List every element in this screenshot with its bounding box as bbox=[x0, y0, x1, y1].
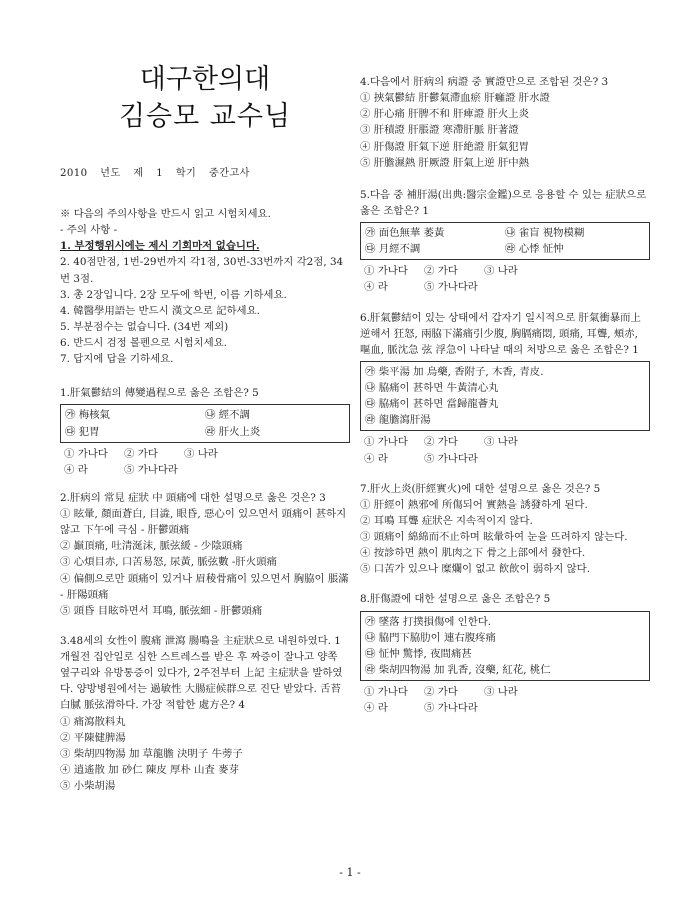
university-title: 대구한의대 bbox=[139, 64, 271, 95]
answer-option: ④ 라 bbox=[364, 452, 388, 465]
answer-options bbox=[360, 263, 650, 295]
choice-item: ㉱ 柴胡四物湯 加 乳香, 沒藥, 紅花, 桃仁 bbox=[365, 663, 551, 676]
answer-option: ④ 偏側으로만 頭痛이 있거나 眉稜骨痛이 있으면서 胸脇이 脹滿 - 肝陽頭痛 bbox=[60, 572, 349, 601]
answer-options bbox=[360, 434, 650, 466]
choice-item: ㉱ 肝火上炎 bbox=[205, 425, 261, 438]
answer-option: ③ 나라 bbox=[484, 436, 518, 449]
question-6 bbox=[360, 310, 650, 467]
question-stem: 5.다음 중 補肝湯(出典:醫宗金鑑)으로 응용할 수 있는 症狀으로 옳은 조합은? 1 bbox=[360, 188, 647, 217]
answer-option: ① 眩暈, 顏面蒼白, 目澁, 眼昏, 惡心이 있으면서 頭痛이 甚하지 않고 下午에 극심 - 肝鬱頭痛 bbox=[60, 508, 347, 537]
answer-option: ④ 라 bbox=[64, 463, 88, 476]
question-4 bbox=[360, 74, 650, 171]
choice-item: ㉱ 心悸 怔忡 bbox=[505, 243, 564, 256]
exam-year: 2010 bbox=[60, 168, 88, 180]
answer-option: ① 가나다 bbox=[64, 447, 108, 460]
answer-option: ⑤ 가나다라 bbox=[424, 452, 478, 465]
answer-option: ③ 나라 bbox=[484, 686, 518, 698]
left-column bbox=[60, 0, 350, 794]
choice-item: ㉰ 月經不調 bbox=[365, 243, 421, 256]
exam-type: 중간고사 bbox=[208, 168, 250, 180]
choice-box bbox=[360, 361, 650, 432]
choice-box bbox=[360, 222, 650, 260]
question-stem: 4.다음에서 肝病의 病證 중 實證만으로 조합된 것은? 3 bbox=[360, 76, 609, 88]
answer-option: ④ 肝傷證 肝氣下逆 肝絶證 肝氣犯胃 bbox=[360, 140, 530, 153]
answer-option: ③ 肝積證 肝脹證 寒滯肝脈 肝著證 bbox=[360, 124, 519, 137]
choice-box bbox=[360, 611, 650, 682]
question-3 bbox=[60, 633, 350, 794]
choice-item: ㉯ 脇門下脇肋이 連右腹疼痛 bbox=[365, 631, 496, 644]
answer-option: ⑤ 가나다라 bbox=[424, 281, 478, 294]
exam-ordinal-label: 제 bbox=[133, 168, 144, 180]
answer-option: ② 가다 bbox=[424, 686, 458, 698]
exam-semester-label: 학기 bbox=[175, 168, 197, 180]
choice-box bbox=[60, 404, 350, 442]
instruction-item: 7. 답지에 답을 기하세요. bbox=[60, 353, 174, 366]
question-2 bbox=[60, 490, 350, 619]
question-stem: 3.48세의 女性이 腹痛 泄瀉 腸鳴을 主症狀으로 내원하였다. 1개월전 집안일로 심한 스트레스를 받은 후 짜증이 잘나고 양쪽 옆구리와 유방통증이 있다가, 2주전부터 上記 主症狀을 발하였다. 양방병원에서는 過敏性 大腸症候群으로 진단 받았다. 舌苔白膩 脈弦滑하다. 가장 적합한 處方은? 4 bbox=[60, 634, 343, 712]
choice-item: ㉰ 犯胃 bbox=[65, 425, 100, 438]
answer-option: ④ 라 bbox=[364, 281, 388, 294]
instruction-item: 3. 총 2장입니다. 2장 모두에 학번, 이름 기하세요. bbox=[60, 288, 287, 301]
answer-option: ① 挾氣鬱結 肝鬱氣滯血瘀 肝癰證 肝水證 bbox=[360, 92, 550, 105]
answer-option: ① 가나다 bbox=[364, 436, 408, 449]
answer-option: ② 平陳健脾湯 bbox=[60, 731, 126, 744]
answer-options bbox=[60, 446, 350, 478]
question-stem: 7.肝火上炎(肝經實火)에 대한 설명으로 옳은 것은? 5 bbox=[360, 482, 601, 495]
question-1 bbox=[60, 385, 350, 478]
answer-options bbox=[360, 684, 650, 716]
choice-item: ㉯ 雀盲 視物模糊 bbox=[505, 227, 585, 239]
answer-option: ⑤ 가나다라 bbox=[124, 463, 178, 476]
answer-option: ② 肝心痛 肝脾不和 肝痺證 肝火上炎 bbox=[360, 108, 530, 121]
right-column bbox=[360, 74, 650, 716]
choice-item: ㉱ 龍膽瀉肝湯 bbox=[365, 414, 431, 427]
answer-option: ① 가나다 bbox=[364, 686, 408, 698]
answer-option: ⑤ 口苦가 있으나 糜爛이 없고 飮飮이 弱하지 않다. bbox=[360, 563, 590, 576]
instruction-item: 4. 韓醫學用語는 반드시 漢文으로 記하세요. bbox=[60, 304, 260, 317]
answer-option: ④ 逍遙散 加 砂仁 陳皮 厚朴 山査 麥芽 bbox=[60, 763, 239, 776]
question-stem: 1.肝氣鬱結의 傳變過程으로 옳은 조합은? 5 bbox=[60, 387, 259, 400]
answer-option: ② 耳鳴 耳聾 症狀은 지속적이지 않다. bbox=[360, 514, 533, 527]
page-number: - 1 - bbox=[339, 866, 361, 879]
answer-option: ③ 心煩目赤, 口苦易怒, 尿黃, 脈弦數 -肝火頭痛 bbox=[60, 556, 277, 569]
answer-option: ① 肝經이 熱邪에 所傷되어 實熱을 誘發하게 된다. bbox=[360, 498, 588, 511]
answer-option: ② 가다 bbox=[424, 436, 458, 449]
exam-year-label: 년도 bbox=[100, 168, 121, 180]
question-5 bbox=[360, 187, 650, 296]
answer-option: ③ 柴胡四物湯 加 草龍膽 決明子 牛蒡子 bbox=[60, 747, 243, 760]
question-stem: 8.肝傷證에 대한 설명으로 옳은 조합은? 5 bbox=[360, 593, 551, 606]
answer-option: ⑤ 肝膽濕熱 肝厥證 肝氣上逆 肝中熱 bbox=[360, 156, 530, 169]
answer-option: ④ 按診하면 熱이 肌肉之下 骨之上部에서 發한다. bbox=[360, 547, 586, 560]
choice-item: ㉰ 怔忡 驚悸, 夜間痛甚 bbox=[365, 647, 472, 660]
answer-option: ⑤ 가나다라 bbox=[424, 702, 478, 715]
choice-item: ㉮ 面色無華 萎黃 bbox=[365, 227, 445, 239]
question-7 bbox=[360, 481, 650, 578]
choice-item: ㉮ 梅核氣 bbox=[65, 409, 110, 422]
choice-item: ㉮ 柴平湯 加 烏藥, 香附子, 木香, 青皮. bbox=[365, 365, 544, 378]
instructions-intro: ※ 다음의 주의사항을 반드시 읽고 시험치세요. bbox=[60, 208, 271, 220]
instruction-item: 5. 부분점수는 없습니다. (34번 제외) bbox=[60, 320, 229, 333]
question-stem: 2.肝病의 常見 症狀 中 頭痛에 대한 설명으로 옳은 것은? 3 bbox=[60, 491, 326, 504]
choice-item: ㉮ 墜落 打撲損傷에 인한다. bbox=[365, 615, 492, 628]
instruction-item: 2. 40점만점, 1번-29번까지 각1점, 30번-33번까지 각2점, 34번 3점. bbox=[60, 256, 344, 285]
instruction-item: 1. 부정행위시에는 제시 기회마저 없습니다. bbox=[60, 240, 260, 253]
answer-option: ③ 頭痛이 綿綿而不止하며 眩暈하여 눈을 뜨려하지 않는다. bbox=[360, 531, 628, 543]
professor-title: 김승모 교수님 bbox=[118, 101, 292, 133]
exam-semester-number: 1 bbox=[156, 168, 164, 180]
instruction-item: 6. 반드시 검정 볼펜으로 시험치세요. bbox=[60, 337, 227, 349]
answer-option: ② 가다 bbox=[124, 447, 158, 460]
answer-option: ① 痛瀉散料丸 bbox=[60, 715, 126, 728]
question-stem: 6.肝氣鬱結이 있는 상태에서 갑자기 일시적으로 肝氣衝暴而上逆해서 狂怒, 兩脇下滿痛引少腹, 胸膈痛悶, 頭痛, 耳聾, 頰赤, 嘔血, 脈沈急 弦 浮急이 나타날 때의 처방으로 옳은 조합은? 1 bbox=[360, 311, 641, 356]
choice-item: ㉰ 脇痛이 甚하면 當歸龍薈丸 bbox=[365, 398, 499, 411]
answer-option: ③ 나라 bbox=[484, 265, 518, 278]
answer-option: ③ 나라 bbox=[184, 447, 218, 460]
answer-option: ⑤ 小柴胡湯 bbox=[60, 780, 116, 792]
exam-info bbox=[60, 166, 350, 182]
answer-option: ② 巓頂痛, 吐清涎沫, 脈弦緩 - 少陰頭痛 bbox=[60, 540, 243, 553]
answer-option: ② 가다 bbox=[424, 265, 458, 278]
answer-option: ① 가나다 bbox=[364, 265, 408, 278]
answer-option: ④ 라 bbox=[364, 702, 388, 715]
choice-item: ㉯ 脇痛이 甚하면 牛黃清心丸 bbox=[365, 382, 499, 394]
choice-item: ㉯ 經不調 bbox=[205, 409, 250, 422]
question-8 bbox=[360, 591, 650, 716]
answer-option: ⑤ 頭昏 目眩하면서 耳鳴, 脈弦細 - 肝鬱頭痛 bbox=[60, 604, 263, 617]
instructions-title: - 주의 사항 - bbox=[60, 224, 118, 237]
